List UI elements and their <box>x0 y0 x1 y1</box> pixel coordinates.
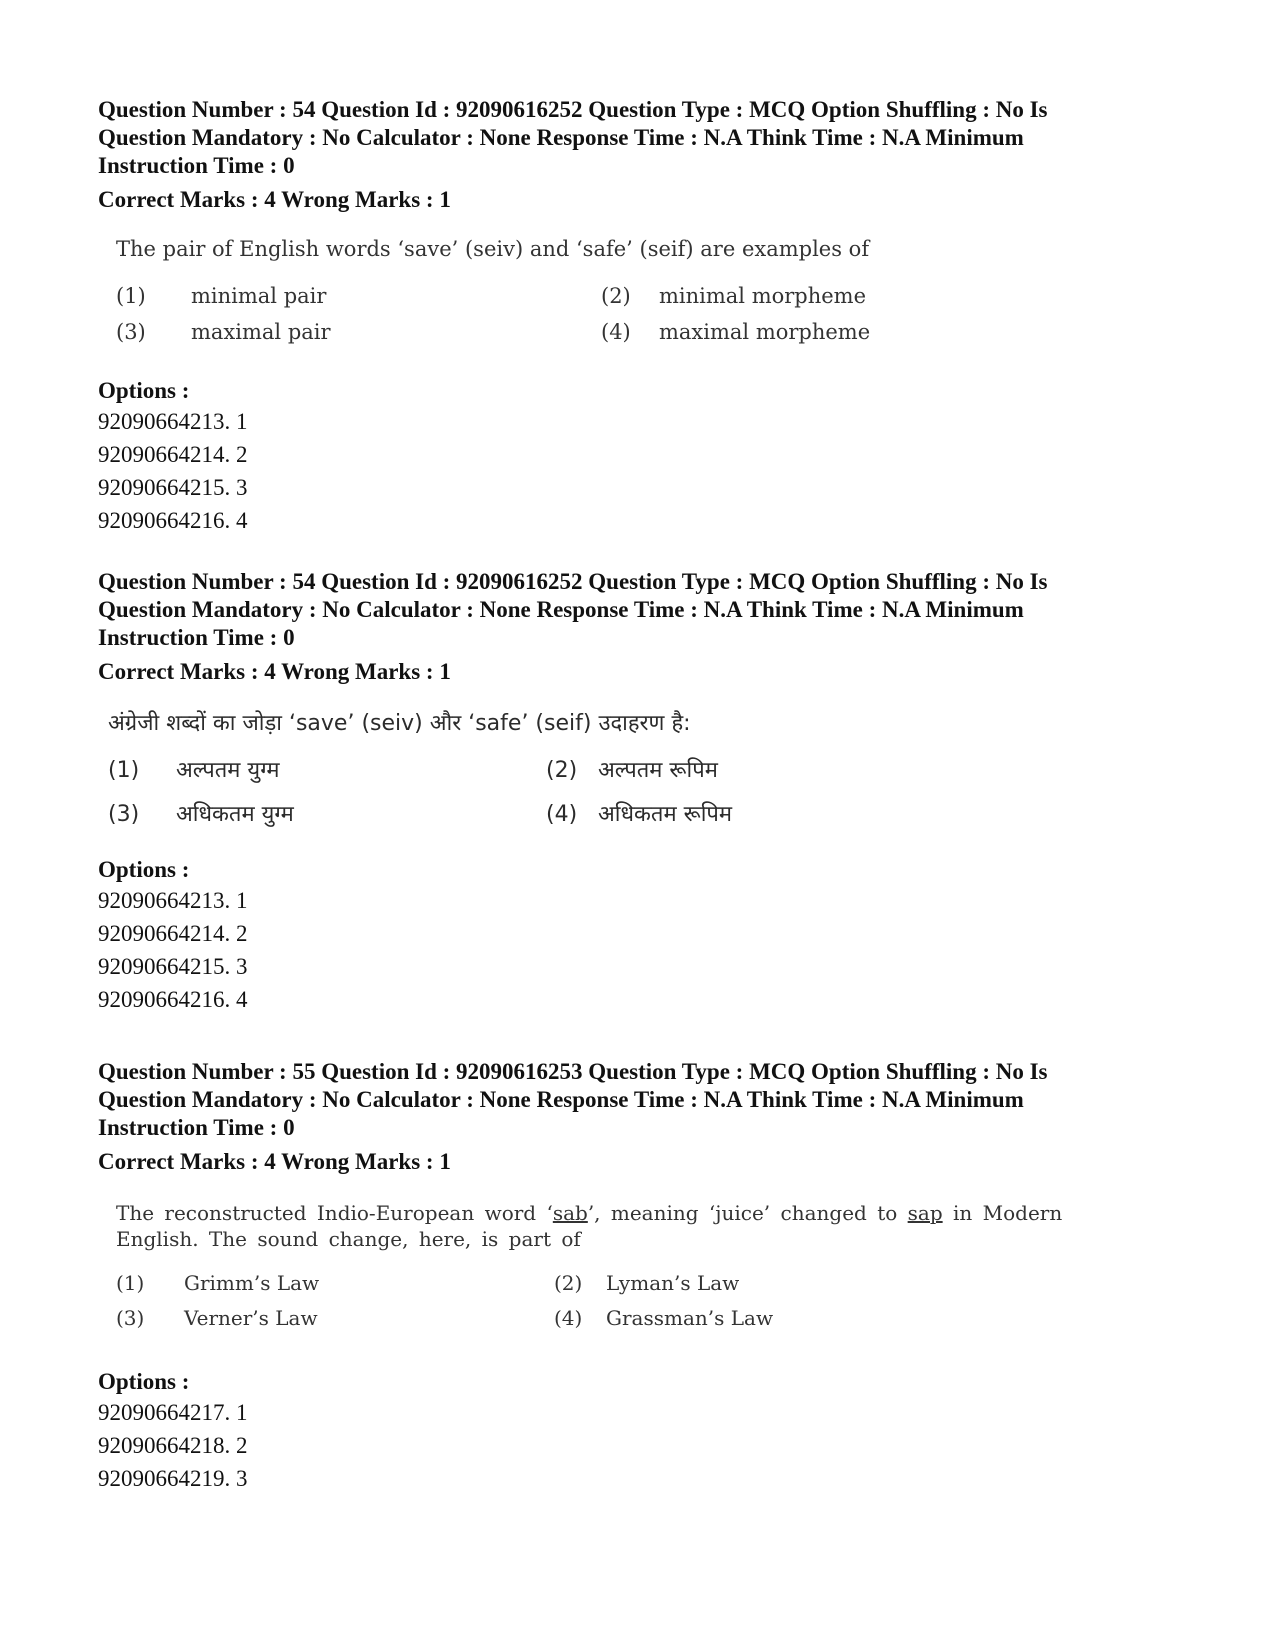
choice-item <box>116 1270 319 1296</box>
options-section <box>98 1368 1188 1495</box>
choice-number: (3) <box>108 802 140 827</box>
choice-item <box>601 319 870 345</box>
marks-line: Correct Marks : 4 Wrong Marks : 1 <box>98 659 451 684</box>
marks-line: Correct Marks : 4 Wrong Marks : 1 <box>98 1149 451 1174</box>
choice-number: (4) <box>546 802 578 827</box>
option-line: 92090664215. 3 <box>98 475 248 500</box>
choice-number: (2) <box>554 1271 583 1295</box>
option-line: 92090664214. 2 <box>98 442 248 467</box>
choice-number: (2) <box>546 758 578 783</box>
choice-number: (3) <box>116 1306 145 1330</box>
choice-item <box>546 758 718 784</box>
choice-text: अल्पतम युग्म <box>176 758 280 783</box>
options-label: Options : <box>98 378 190 403</box>
question-meta-line: Instruction Time : 0 <box>98 625 295 650</box>
question-text-part: in Modern <box>942 1201 1063 1225</box>
choice-text: maximal morpheme <box>659 320 871 344</box>
options-label: Options : <box>98 857 190 882</box>
choice-item <box>116 283 326 309</box>
choice-number: (4) <box>554 1306 583 1330</box>
choice-item <box>601 283 866 309</box>
question-meta-line: Instruction Time : 0 <box>98 153 295 178</box>
choice-text: Lyman’s Law <box>606 1271 740 1295</box>
marks-line: Correct Marks : 4 Wrong Marks : 1 <box>98 187 451 212</box>
choice-item <box>554 1305 773 1331</box>
option-line: 92090664216. 4 <box>98 987 248 1012</box>
choice-text: अधिकतम रूपिम <box>598 802 733 827</box>
options-label: Options : <box>98 1369 190 1394</box>
option-line: 92090664214. 2 <box>98 921 248 946</box>
question-text: अंग्रेजी शब्दों का जोड़ा ‘save’ (seiv) और ‘safe’ (seif) उदाहरण है: <box>108 711 691 736</box>
question-image <box>116 1200 1188 1350</box>
question-text: The pair of English words ‘save’ (seiv) and ‘safe’ (seif) are examples of <box>116 237 870 261</box>
choice-grid <box>108 758 1188 848</box>
choice-item <box>554 1270 739 1296</box>
choice-number: (2) <box>601 284 631 308</box>
choice-grid <box>116 283 1188 363</box>
option-line: 92090664213. 1 <box>98 888 248 913</box>
choice-grid <box>116 1270 1188 1350</box>
choice-text: minimal pair <box>191 284 327 308</box>
question-meta-line: Question Number : 55 Question Id : 92090616253 Question Type : MCQ Option Shuffling : No Is <box>98 1059 1048 1084</box>
option-line: 92090664215. 3 <box>98 954 248 979</box>
question-meta-line: Question Number : 54 Question Id : 92090616252 Question Type : MCQ Option Shuffling : No Is <box>98 97 1048 122</box>
choice-text: Grassman’s Law <box>606 1306 774 1330</box>
choice-number: (1) <box>116 1271 145 1295</box>
choice-number: (4) <box>601 320 631 344</box>
question-text <box>116 1200 1188 1252</box>
question-block-2 <box>98 568 1188 1016</box>
option-line: 92090664219. 3 <box>98 1466 248 1491</box>
option-line: 92090664213. 1 <box>98 409 248 434</box>
choice-item <box>116 1305 318 1331</box>
option-line: 92090664217. 1 <box>98 1400 248 1425</box>
question-block-3 <box>98 1058 1188 1495</box>
choice-text: अधिकतम युग्म <box>176 802 294 827</box>
choice-text: minimal morpheme <box>659 284 867 308</box>
option-line: 92090664216. 4 <box>98 508 248 533</box>
underlined-word: sap <box>907 1201 943 1225</box>
choice-number: (3) <box>116 320 146 344</box>
question-text-part: ’, meaning ‘juice’ changed to <box>587 1201 908 1225</box>
options-section <box>98 377 1188 537</box>
question-meta-line: Question Mandatory : No Calculator : None Response Time : N.A Think Time : N.A Minimum <box>98 125 1024 150</box>
question-meta-line: Question Mandatory : No Calculator : None Response Time : N.A Think Time : N.A Minimum <box>98 1087 1024 1112</box>
choice-text: Verner’s Law <box>184 1306 318 1330</box>
question-image <box>116 236 1188 363</box>
question-meta-line: Question Number : 54 Question Id : 92090616252 Question Type : MCQ Option Shuffling : No Is <box>98 569 1048 594</box>
question-meta-line: Instruction Time : 0 <box>98 1115 295 1140</box>
choice-item <box>116 319 331 345</box>
question-meta-line: Question Mandatory : No Calculator : None Response Time : N.A Think Time : N.A Minimum <box>98 597 1024 622</box>
option-line: 92090664218. 2 <box>98 1433 248 1458</box>
question-text-part: The reconstructed Indio-European word ‘ <box>116 1201 553 1225</box>
choice-item <box>108 802 294 828</box>
choice-text: Grimm’s Law <box>184 1271 320 1295</box>
question-block-1 <box>98 96 1188 537</box>
choice-number: (1) <box>116 284 146 308</box>
choice-number: (1) <box>108 758 140 783</box>
underlined-word: sab <box>552 1201 588 1225</box>
choice-item <box>108 758 280 784</box>
question-text-part: English. The sound change, here, is part of <box>116 1227 581 1251</box>
choice-text: maximal pair <box>191 320 331 344</box>
choice-text: अल्पतम रूपिम <box>598 758 718 783</box>
choice-item <box>546 802 732 828</box>
question-image <box>108 710 1188 848</box>
options-section <box>98 856 1188 1016</box>
